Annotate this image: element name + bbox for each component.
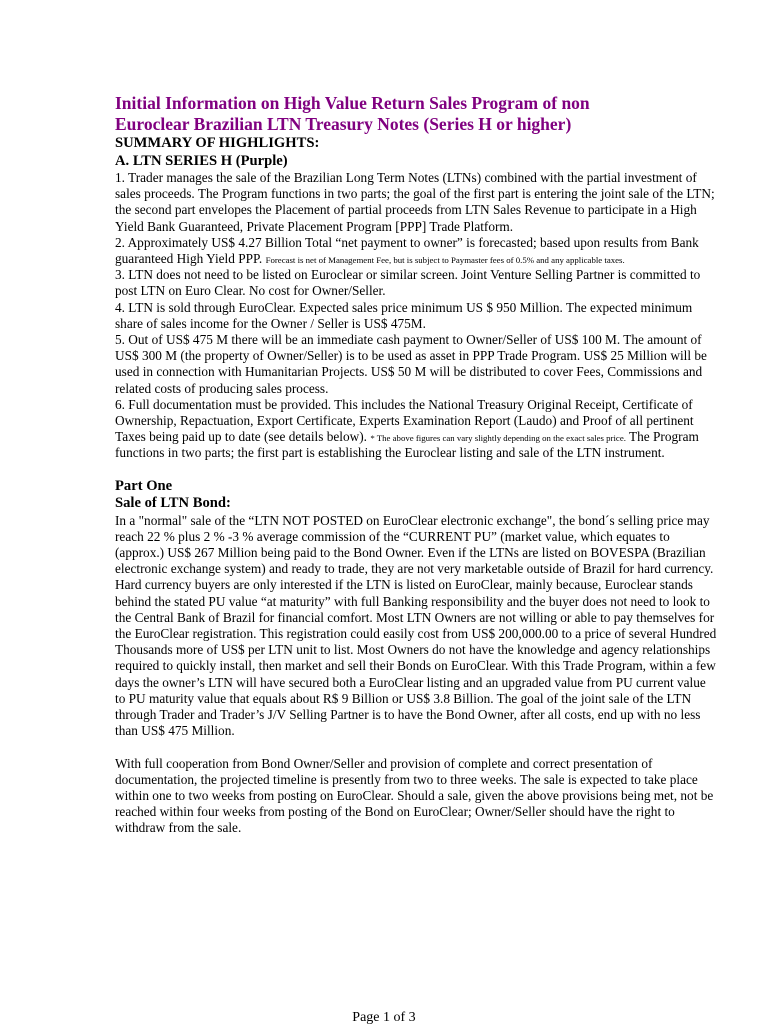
document-title: [115, 93, 718, 135]
summary-heading: SUMMARY OF HIGHLIGHTS:: [115, 135, 320, 151]
item-6-note: * The above figures can vary slightly depending on the exact sales price.: [370, 433, 626, 444]
series-heading: A. LTN SERIES H (Purple): [115, 152, 288, 169]
highlight-item-5: 5. Out of US$ 475 M there will be an immediate cash payment to Owner/Seller of US$ 100 M. The amount of US$ 300 M (the property of Owner/Seller) is to be used as asset in PPP Trade Program. US$ 25 Million will be used in connection with Humanitarian Projects. US$ 50 M will be distributed to cover Fees, Commissions and related costs of producing sales process.: [115, 332, 707, 396]
sale-heading: Sale of LTN Bond:: [115, 495, 231, 512]
spacer: [115, 740, 718, 756]
highlight-item-1: 1. Trader manages the sale of the Brazilian Long Term Notes (LTNs) combined with the partial investment of sales proceeds. The Program functions in two parts; the goal of the first part is entering the joint sale of the LTN; the second part envelopes the Placement of partial proceeds from LTN Sales Revenue to participate in a High Yield Bank Guaranteed, Private Placement Program [PPP] Trade Platform.: [115, 170, 715, 234]
item-2-text: 2. Approximately US$ 4.27 Billion Total “net payment to owner” is forecasted; based upon results from Bank guaranteed High Yield PPP.: [115, 234, 699, 267]
highlight-item-4: 4. LTN is sold through EuroClear. Expected sales price minimum US $ 950 Million. The expected minimum share of sales income for the Owner / Seller is US$ 475M.: [115, 299, 693, 331]
title-line-2: Euroclear Brazilian LTN Treasury Notes (Series H or higher): [115, 114, 572, 134]
highlight-item-3: 3. LTN does not need to be listed on Euroclear or similar screen. Joint Venture Selling Partner is committed to post LTN on Euro Clear. No cost for Owner/Seller.: [115, 267, 701, 299]
spacer: [115, 462, 718, 478]
item-2-note: Forecast is net of Management Fee, but is subject to Paymaster fees of 0.5% and any applicable taxes.: [265, 255, 625, 266]
item-6-tail: The Program functions in two parts; the first part is establishing the Euroclear listing and sale of the LTN instrument.: [115, 429, 699, 461]
page-number: Page 1 of 3: [352, 1010, 416, 1025]
title-line-1: Initial Information on High Value Return Sales Program of non: [115, 93, 590, 113]
highlight-item-2: [115, 235, 718, 267]
part-one-heading: Part One: [115, 477, 173, 494]
highlight-item-6: [115, 397, 718, 462]
sale-paragraph-1: In a "normal" sale of the “LTN NOT POSTED on EuroClear electronic exchange", the bond´s selling price may reach 22 % plus 2 % -3 % average commission of the “CURRENT PU” (market value, which equates to (approx.) US$ 267 Million being paid to the Bond Owner. Even if the LTNs are listed on BOVESPA (Brazilian electronic exchange system) and ready to trade, they are not very marketable outside of Brazil for hard currency. Hard currency buyers are only interested if the LTN is listed on EuroClear, mainly because, Euroclear stands behind the stated PU value “at maturity” with full Banking responsibility and the buyer does not need to look to the Central Bank of Brazil for financial comfort. Most LTN Owners are not willing or able to pay themselves for the EuroClear registration. This registration could easily cost from US$ 200,000.00 to a price of several Hundred Thousands more of US$ per LTN unit to list. Most Owners do not have the knowledge and agency relationships required to quickly install, then market and sell their Bonds on EuroClear. With this Trade Program, within a few days the owner’s LTN will have secured both a EuroClear listing and an upgraded value from PU current value to PU maturity value that equals about R$ 9 Billion or US$ 3.8 Billion. The goal of the joint sale of the LTN through Trader and Trader’s J/V Selling Partner is to have the Bond Owner, after all costs, end up with no less than US$ 475 Million.: [115, 512, 717, 739]
sale-paragraph-2: With full cooperation from Bond Owner/Seller and provision of complete and correct presentation of documentation, the projected timeline is presently from two to three weeks. The sale is expected to take place within one to two weeks from posting on EuroClear. Should a sale, given the above provisions being met, not be reached within four weeks from posting of the Bond on EuroClear; Owner/Seller should have the right to withdraw from the sale.: [115, 755, 714, 836]
item-6-text: 6. Full documentation must be provided. This includes the National Treasury Original Receipt, Certificate of Ownership, Repactuation, Export Certificate, Experts Examination Report (Laudo) and Proof of all pertinent Taxes being paid up to date (see details below).: [115, 396, 694, 445]
